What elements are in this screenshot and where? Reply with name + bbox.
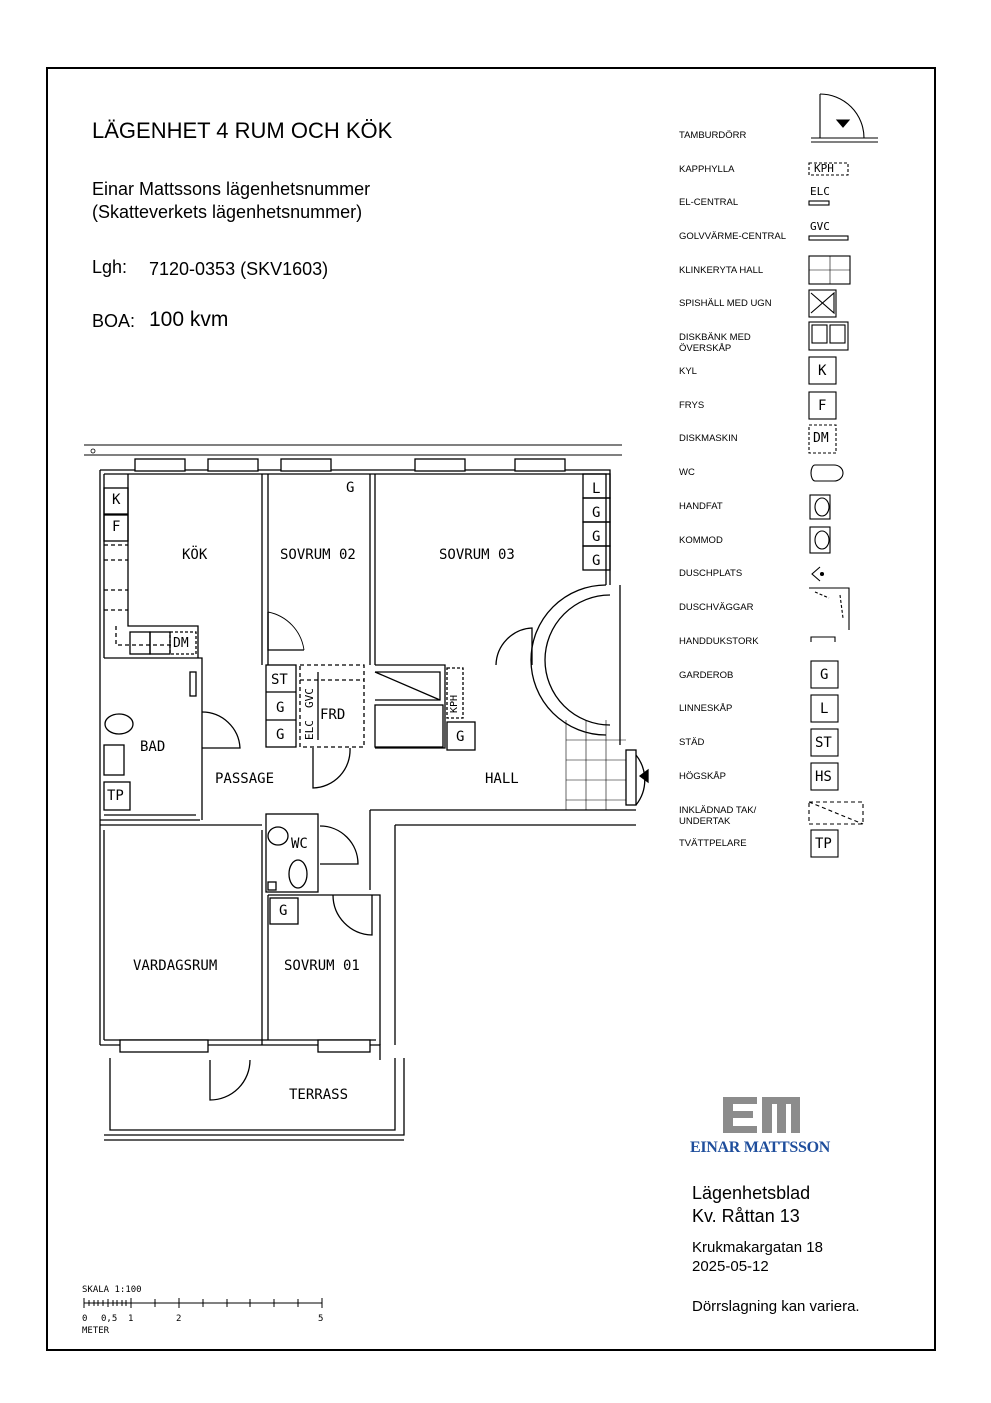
- legend-label-overskap: ÖVERSKÅP: [679, 343, 732, 354]
- boa-value: 100 kvm: [149, 308, 229, 331]
- legend-symbol-f: F: [818, 398, 827, 414]
- fixture-g-s3b: G: [592, 529, 601, 545]
- legend-symbol-hs: HS: [815, 769, 832, 785]
- legend-label-golvvarme: GOLVVÄRME-CENTRAL: [679, 231, 786, 242]
- legend-label-kyl: KYL: [679, 366, 697, 377]
- info-address: Krukmakargatan 18: [692, 1239, 823, 1256]
- washbasin-icon: [810, 495, 830, 519]
- legend-label-handdukstork: HANDDUKSTORK: [679, 636, 759, 647]
- scale-tick-05: 0,5: [101, 1314, 118, 1324]
- legend-label-tamburdorr: TAMBURDÖRR: [679, 130, 747, 141]
- legend-label-frys: FRYS: [679, 400, 705, 411]
- legend-label-kommod: KOMMOD: [679, 535, 723, 546]
- legend-label-diskmaskin: DISKMASKIN: [679, 433, 738, 444]
- legend-label-undertak: UNDERTAK: [679, 816, 731, 827]
- room-label-vardagsrum: VARDAGSRUM: [133, 958, 218, 974]
- room-label-bad: BAD: [140, 739, 166, 755]
- legend-symbol-k: K: [818, 363, 827, 379]
- info-sheet-type: Lägenhetsblad: [692, 1183, 811, 1203]
- fixture-l: L: [592, 481, 601, 497]
- subtitle-line2: (Skatteverkets lägenhetsnummer): [92, 202, 363, 222]
- legend-label-duschvaggar: DUSCHVÄGGAR: [679, 602, 754, 613]
- fixture-g-s3a: G: [592, 505, 601, 521]
- room-label-hall: HALL: [485, 771, 519, 787]
- fixture-g-hall: G: [456, 729, 465, 745]
- legend-label-tvattpelare: TVÄTTPELARE: [679, 838, 747, 849]
- fixture-g-store2: G: [276, 727, 285, 743]
- legend-label-handfat: HANDFAT: [679, 501, 723, 512]
- info-property: Kv. Råttan 13: [692, 1206, 800, 1226]
- info-date: 2025-05-12: [692, 1258, 769, 1275]
- legend-label-inkladnad: INKLÄDNAD TAK/: [679, 805, 757, 816]
- fixture-g-store1: G: [276, 700, 285, 716]
- legend-label-diskbank: DISKBÄNK MED: [679, 332, 751, 343]
- fixture-elc: ELC: [303, 720, 316, 740]
- legend-label-stad: STÄD: [679, 737, 705, 748]
- fixture-g-sovrum02: G: [346, 480, 355, 496]
- room-label-frd: FRD: [320, 707, 346, 723]
- room-label-sovrum02: SOVRUM 02: [280, 547, 356, 563]
- room-label-kok: KÖK: [182, 547, 208, 563]
- fixture-kph: KPH: [449, 694, 460, 713]
- legend-label-klinkeryta: KLINKERYTA HALL: [679, 265, 764, 276]
- legend-label-spishall: SPISHÄLL MED UGN: [679, 298, 772, 309]
- legend-label-duschplats: DUSCHPLATS: [679, 568, 743, 579]
- fixture-gvc: GVC: [303, 688, 316, 708]
- scale-tick-2: 2: [176, 1314, 182, 1324]
- legend-label-kapphylla: KAPPHYLLA: [679, 164, 735, 175]
- room-label-passage: PASSAGE: [215, 771, 275, 787]
- fixture-g-s3c: G: [592, 553, 601, 569]
- stove-icon: [809, 290, 836, 317]
- door-icon: [811, 94, 878, 142]
- lgh-value: 7120-0353 (SKV1603): [149, 259, 329, 279]
- fixture-k: K: [112, 492, 121, 508]
- room-label-terrass: TERRASS: [289, 1087, 349, 1103]
- room-label-wc: WC: [291, 836, 308, 852]
- legend-symbol-gvc: GVC: [810, 220, 830, 233]
- towel-rail-icon: [811, 637, 835, 642]
- fixture-dm: DM: [173, 636, 189, 651]
- shower-wall-icon: [809, 588, 849, 630]
- legend-symbol-l: L: [820, 701, 829, 717]
- legend-symbol-tp: TP: [815, 836, 832, 852]
- legend-symbol-st: ST: [815, 735, 832, 751]
- page-title: LÄGENHET 4 RUM OCH KÖK: [92, 118, 393, 143]
- lgh-label: Lgh:: [92, 257, 128, 277]
- room-label-sovrum03: SOVRUM 03: [439, 547, 515, 563]
- dashed-box-icon: [809, 802, 863, 824]
- legend-symbol-elc: ELC: [810, 185, 830, 198]
- tile-grid-icon: [809, 256, 850, 284]
- shower-icon: [812, 567, 824, 581]
- scale-unit: METER: [82, 1326, 110, 1336]
- legend-label-el-central: EL-CENTRAL: [679, 197, 739, 208]
- legend-label-garderob: GARDEROB: [679, 670, 734, 681]
- legend-label-linneskap: LINNESKÅP: [679, 703, 733, 714]
- scale-tick-5: 5: [318, 1314, 324, 1324]
- scale-title: SKALA 1:100: [82, 1285, 142, 1295]
- legend-label-hogskap: HÖGSKÅP: [679, 771, 726, 782]
- sink-icon: [809, 322, 848, 350]
- legend-label-wc: WC: [679, 467, 695, 478]
- subtitle-line1: Einar Mattssons lägenhetsnummer: [92, 179, 371, 199]
- legend-symbol-kph: KPH: [814, 162, 834, 175]
- logo-wordmark: EINAR MATTSSON: [690, 1139, 830, 1156]
- scale-tick-0: 0: [82, 1314, 88, 1324]
- fixture-st: ST: [271, 672, 288, 688]
- legend-symbol-g: G: [820, 667, 829, 683]
- einar-mattsson-logo: [723, 1097, 800, 1133]
- toilet-icon: [811, 465, 843, 481]
- fixture-f: F: [112, 519, 121, 535]
- vanity-icon: [810, 527, 830, 553]
- boa-label: BOA:: [92, 311, 136, 331]
- scale-bar: [84, 1298, 322, 1308]
- fixture-g-sovrum01: G: [279, 903, 288, 919]
- room-label-sovrum01: SOVRUM 01: [284, 958, 360, 974]
- scale-tick-1: 1: [128, 1314, 134, 1324]
- fixture-tp: TP: [107, 788, 124, 804]
- info-note: Dörrslagning kan variera.: [692, 1298, 860, 1315]
- legend-symbol-dm: DM: [813, 431, 829, 446]
